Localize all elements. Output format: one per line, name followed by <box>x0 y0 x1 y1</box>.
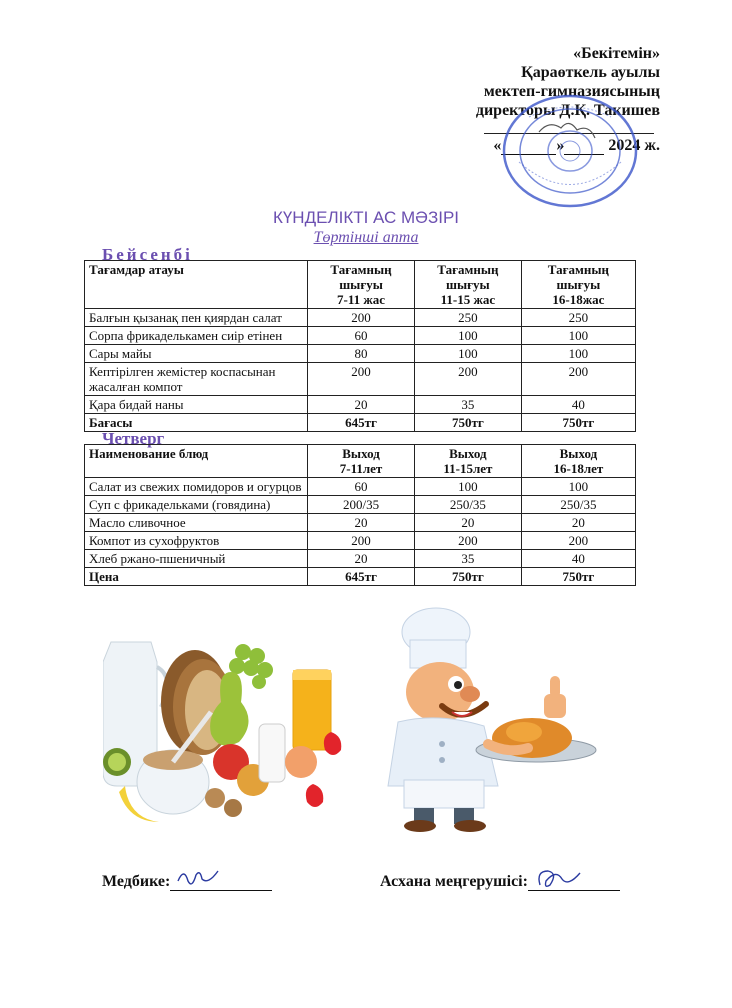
header-dish-name: Наименование блюд <box>85 445 308 478</box>
yield-value: 250 <box>521 309 635 327</box>
table-row <box>85 345 636 363</box>
dish-name: Сары майы <box>85 345 308 363</box>
chef-illustration <box>358 604 608 836</box>
canteen-head-handwritten-signature <box>534 867 584 893</box>
yield-value: 200/35 <box>308 496 415 514</box>
yield-value: 20 <box>308 550 415 568</box>
dish-name: Хлеб ржано-пшеничный <box>85 550 308 568</box>
yield-value: 20 <box>308 514 415 532</box>
table-row <box>85 327 636 345</box>
canteen-head-label: Асхана меңгерушісі: <box>380 873 528 890</box>
yield-value: 35 <box>414 550 521 568</box>
price-label: Цена <box>85 568 308 586</box>
yield-value: 200 <box>414 532 521 550</box>
yield-value: 200 <box>414 363 521 396</box>
price-value: 750тг <box>414 568 521 586</box>
nurse-handwritten-signature <box>176 867 220 889</box>
yield-value: 250/35 <box>414 496 521 514</box>
yield-value: 250/35 <box>521 496 635 514</box>
yield-value: 40 <box>521 550 635 568</box>
dish-name: Суп с фрикадельками (говядина) <box>85 496 308 514</box>
price-row <box>85 568 636 586</box>
price-row <box>85 414 636 432</box>
yield-value: 80 <box>308 345 415 363</box>
table-row <box>85 550 636 568</box>
header-yield-16-18: Выход 16-18лет <box>521 445 635 478</box>
table-row <box>85 532 636 550</box>
nurse-signature-line <box>170 875 272 891</box>
yield-value: 200 <box>308 309 415 327</box>
yield-value: 100 <box>414 345 521 363</box>
date-close-quote: » <box>556 137 565 154</box>
table-header-row <box>85 445 636 478</box>
price-label: Бағасы <box>85 414 308 432</box>
header-yield-7-11: Выход 7-11лет <box>308 445 415 478</box>
price-value: 750тг <box>521 414 635 432</box>
menu-table-kk <box>84 260 636 432</box>
yield-value: 35 <box>414 396 521 414</box>
header-yield-11-15: Выход 11-15лет <box>414 445 521 478</box>
date-open-quote: « <box>493 137 502 154</box>
approval-line-1: «Бекітемін» <box>573 45 660 62</box>
approval-line-3: мектеп-гимназиясының <box>483 83 660 100</box>
page-title: КҮНДЕЛІКТІ АС МӘЗІРІ <box>272 208 460 227</box>
table-row <box>85 309 636 327</box>
yield-value: 100 <box>521 345 635 363</box>
dish-name: Кептірілген жемістер коспасынан жасалған компот <box>85 363 308 396</box>
yield-value: 100 <box>414 478 521 496</box>
dish-name: Сорпа фрикаделькамен сиір етінен <box>85 327 308 345</box>
day-label-thursday-kk: Бейсенбі <box>102 245 193 264</box>
yield-value: 250 <box>414 309 521 327</box>
price-value: 645тг <box>308 414 415 432</box>
yield-value: 20 <box>521 514 635 532</box>
header-dish-name: Тағамдар атауы <box>85 261 308 309</box>
price-value: 750тг <box>414 414 521 432</box>
canteen-head-signature <box>380 873 620 891</box>
date-year: 2024 ж. <box>608 137 660 154</box>
header-yield-7-11: Тағамның шығуы 7-11 жас <box>308 261 415 309</box>
approval-line-2: Қараөткель ауылы <box>521 64 660 81</box>
yield-value: 100 <box>521 478 635 496</box>
yield-value: 200 <box>521 532 635 550</box>
header-yield-11-15: Тағамның шығуы 11-15 жас <box>414 261 521 309</box>
yield-value: 60 <box>308 478 415 496</box>
yield-value: 200 <box>308 532 415 550</box>
dish-name: Балғын қызанақ пен қиярдан салат <box>85 309 308 327</box>
table-row <box>85 496 636 514</box>
dish-name: Қара бидай наны <box>85 396 308 414</box>
table-row <box>85 396 636 414</box>
nurse-label: Медбике: <box>102 873 171 890</box>
price-value: 645тг <box>308 568 415 586</box>
healthy-food-illustration <box>103 612 361 834</box>
nurse-signature <box>102 873 272 891</box>
menu-table-ru <box>84 444 636 586</box>
dish-name: Салат из свежих помидоров и огурцов <box>85 478 308 496</box>
official-stamp <box>499 92 641 210</box>
table-header-row <box>85 261 636 309</box>
yield-value: 60 <box>308 327 415 345</box>
price-value: 750тг <box>521 568 635 586</box>
table-row <box>85 363 636 396</box>
dish-name: Масло сливочное <box>85 514 308 532</box>
table-row <box>85 514 636 532</box>
page-subtitle: Төртінші апта <box>313 229 419 246</box>
yield-value: 100 <box>414 327 521 345</box>
yield-value: 40 <box>521 396 635 414</box>
dish-name: Компот из сухофруктов <box>85 532 308 550</box>
yield-value: 20 <box>414 514 521 532</box>
yield-value: 20 <box>308 396 415 414</box>
approval-line-4: директоры Д.Қ. Такишев <box>475 102 660 119</box>
yield-value: 200 <box>521 363 635 396</box>
yield-value: 200 <box>308 363 415 396</box>
canteen-head-signature-line <box>528 875 620 891</box>
day-label-thursday-ru: Четверг <box>102 429 165 448</box>
table-row <box>85 478 636 496</box>
header-yield-16-18: Тағамның шығуы 16-18жас <box>521 261 635 309</box>
yield-value: 100 <box>521 327 635 345</box>
